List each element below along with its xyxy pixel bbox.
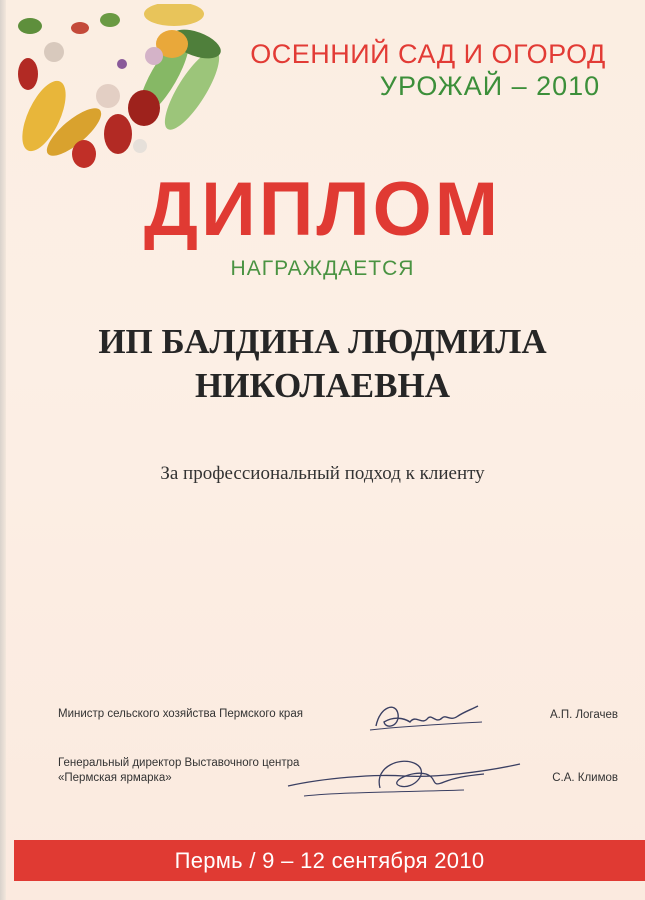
- award-reason: За профессиональный подход к клиенту: [160, 463, 485, 484]
- awarded-label: НАГРАЖДАЕТСЯ: [230, 257, 415, 280]
- footer-place-date: Пермь / 9 – 12 сентября 2010: [174, 848, 485, 873]
- signatory-position: Генеральный директор Выставочного центра «Пермская ярмарка»: [58, 757, 300, 784]
- recipient-name: ИП БАЛДИНА ЛЮДМИЛА НИКОЛАЕВНА: [98, 322, 547, 405]
- diploma-title: ДИПЛОМ: [143, 167, 502, 252]
- scan-edge: [0, 0, 6, 900]
- footer-bar: [14, 840, 645, 881]
- handwritten-signature: [284, 752, 524, 804]
- signatory-position: Министр сельского хозяйства Пермского края: [58, 708, 303, 720]
- handwritten-signature: [366, 696, 486, 736]
- event-subtitle: УРОЖАЙ – 2010: [379, 71, 601, 101]
- signatory-name: С.А. Климов: [552, 772, 618, 784]
- event-title: ОСЕННИЙ САД И ОГОРОД: [250, 39, 606, 69]
- vegetables-illustration: [14, 4, 224, 172]
- signatory-name: А.П. Логачев: [549, 709, 618, 721]
- signatory-row: [58, 707, 618, 723]
